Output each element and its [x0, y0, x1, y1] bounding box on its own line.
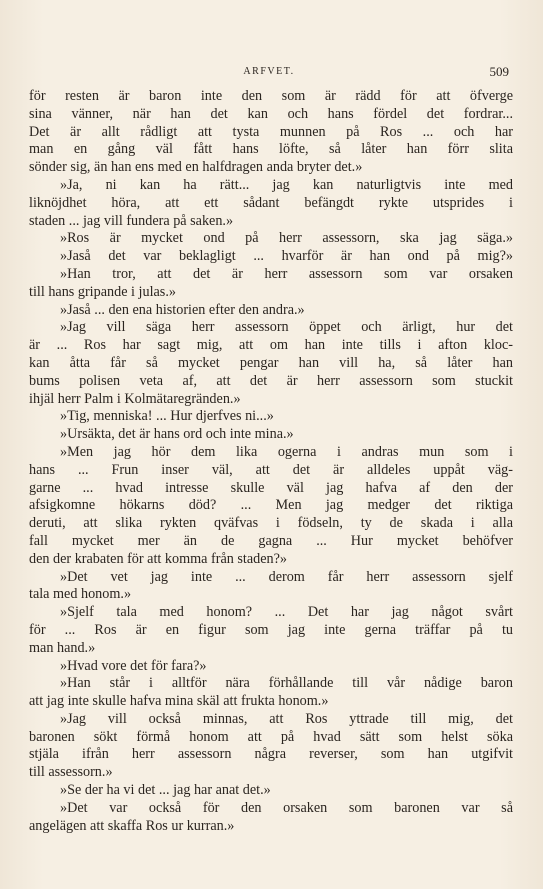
- text-line: »Ros är mycket ond på herr assessorn, ska jag säga.»: [60, 230, 513, 247]
- text-line: är ... Ros har sagt mig, att om han inte tills i afton kloc-: [29, 337, 513, 354]
- text-line: staden ... jag vill fundera på saken.»: [29, 212, 234, 229]
- text-line: angelägen att skaffa Ros ur kurran.»: [29, 817, 235, 834]
- text-line: för resten är baron inte den som är rädd för att öfverge: [29, 88, 513, 104]
- text-line: kan åtta får så mycket pengar han vill ha, så låter han: [29, 354, 513, 371]
- text-line: man hand.»: [29, 639, 96, 656]
- text-line: »Jag vill också minnas, att Ros yttrade till mig, det: [60, 710, 513, 727]
- text-line: Det är allt rådligt att tysta munnen på Ros ... och har: [29, 123, 513, 140]
- text-line: »Han tror, att det är herr assessorn som var orsaken: [60, 265, 513, 282]
- text-line: »Sjelf tala med honom? ... Det har jag något svårt: [60, 604, 513, 621]
- text-line: deruti, att slika rykten qväfvas i födseln, ty de skada i alla: [29, 515, 513, 532]
- text-line: till assessorn.»: [29, 764, 113, 781]
- text-line: för ... Ros är en figur som jag inte gerna träffar på tu: [29, 621, 513, 638]
- text-line: sina vänner, när han det kan och hans fördel det fordrar...: [29, 105, 513, 122]
- text-line: ihjäl herr Palm i Kolmätaregränden.»: [29, 390, 241, 407]
- text-line: »Jag vill säga herr assessorn öppet och ärligt, hur det: [60, 319, 513, 336]
- body-text: [29, 88, 513, 835]
- text-line: »Det var också för den orsaken som baronen var så: [60, 799, 513, 816]
- text-line: baronen sökt förmå honom att på hvad sätt som helst söka: [29, 728, 513, 745]
- text-line: »Ursäkta, det är hans ord och inte mina.»: [60, 426, 294, 443]
- text-line: »Ja, ni kan ha rätt... jag kan naturligtvis inte med: [60, 176, 513, 193]
- text-line: »Det vet jag inte ... derom får herr assessorn sjelf: [60, 568, 513, 585]
- text-line: garne ... hvad intresse skulle väl jag hafva af den der: [29, 479, 513, 496]
- text-line: hans ... Frun inser väl, att det är alldeles uppåt väg-: [29, 461, 513, 478]
- running-head: [29, 64, 509, 80]
- text-line: den der krabaten för att komma från staden?»: [29, 550, 288, 567]
- text-line: »Men jag hör dem lika ogerna i andras mun som i: [60, 443, 513, 460]
- text-line: »Jaså ... den ena historien efter den andra.»: [60, 301, 305, 318]
- text-line: »Tig, menniska! ... Hur djerfves ni...»: [60, 408, 274, 425]
- text-line: »Se der ha vi det ... jag har anat det.»: [60, 782, 271, 799]
- text-line: »Jaså det var beklagligt ... hvarför är han ond på mig?»: [60, 248, 513, 265]
- running-title: ARFVET.: [243, 66, 295, 77]
- text-line: »Hvad vore det för fara?»: [60, 657, 207, 674]
- text-line: bums polisen veta af, att det är herr assessorn som stuckit: [29, 372, 513, 389]
- text-line: sönder sig, än han ens med en halfdragen anda bryter det.»: [29, 159, 363, 176]
- text-line: stjäla ifrån herr assessorn några reverser, som han utgifvit: [29, 746, 513, 763]
- page-number: 509: [489, 64, 509, 79]
- text-line: tala med honom.»: [29, 586, 132, 603]
- text-line: afsigkomne hökarns död? ... Men jag medger det riktiga: [29, 497, 513, 514]
- text-line: till hans gripande i julas.»: [29, 283, 176, 300]
- text-line: fall mycket mer än de gagna ... Hur mycket behöfver: [29, 532, 513, 549]
- text-line: att jag inte skulle hafva mina skäl att frukta honom.»: [29, 693, 329, 710]
- text-line: liknöjdhet höra, att ett sådant befängdt rykte utsprides i: [29, 194, 513, 211]
- text-line: »Han står i alltför nära förhållande till vår nådige baron: [60, 675, 513, 692]
- text-line: man en gång väl fått hans löfte, så låter han förr slita: [29, 141, 513, 158]
